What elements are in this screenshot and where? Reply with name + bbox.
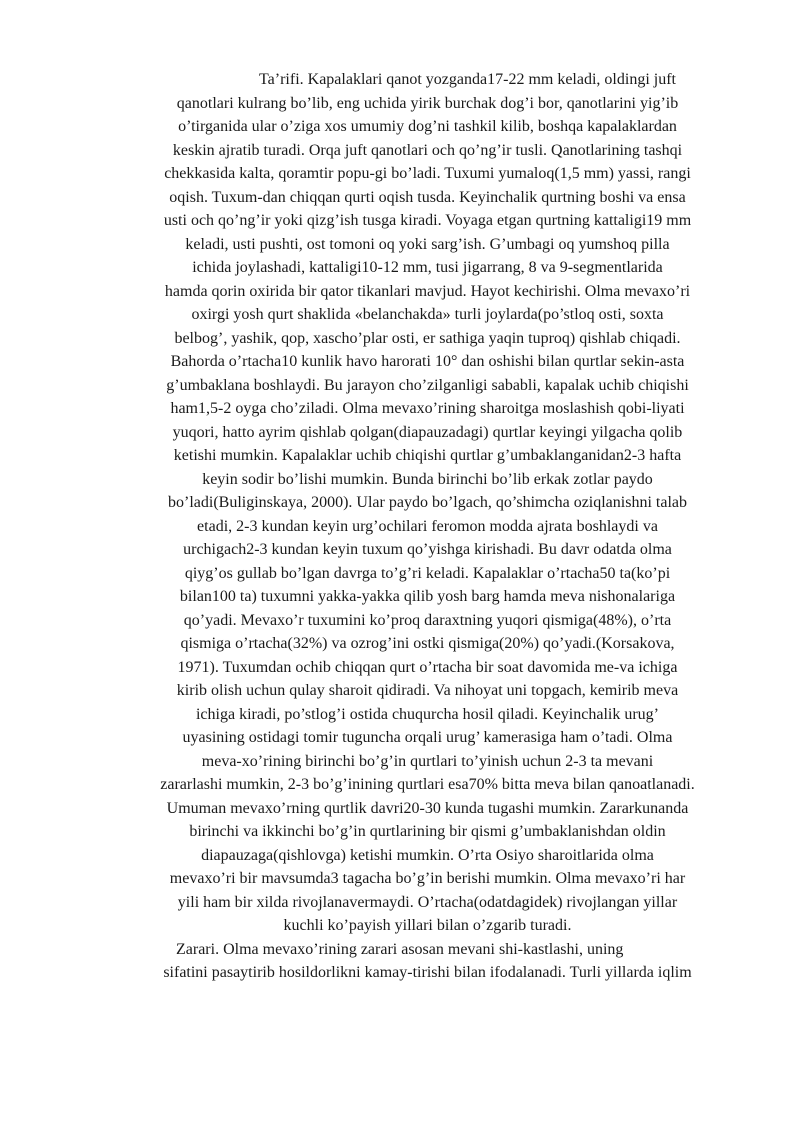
text-line: 1971). Tuxumdan ochib chiqqan qurt o’rtacha bir soat davomida me-va ichiga — [177, 658, 678, 676]
text-line: ichida joylashadi, kattaligi10-12 mm, tusi jigarrang, 8 va 9-segmentlarida — [192, 259, 663, 276]
text-line: keladi, usti pushti, ost tomoni oq yoki sarg’ish. G’umbagi oq yumshoq pilla — [185, 235, 670, 253]
text-line: belbog’, yashik, qop, xascho’plar osti, er sathiga yaqin tuproq) qishlab chiqadi. — [174, 329, 681, 347]
text-line: zararlashi mumkin, 2-3 bo’g’inining qurtlari esa70% bitta meva bilan qanoatlanadi. — [160, 776, 695, 793]
text-line: keskin ajratib turadi. Orqa juft qanotlari och qo’ng’ir tusli. Qanotlarining tashqi — [172, 141, 683, 159]
text-line: Bahorda o’rtacha10 kunlik havo harorati 10° dan oshishi bilan qurtlar sekin-asta — [170, 353, 685, 370]
text-line: ham1,5-2 oyga cho’ziladi. Olma mevaxo’rining sharoitga moslashish qobi-liyati — [170, 400, 685, 417]
text-line: bo’ladi(Buliginskaya, 2000). Ular paydo bo’lgach, qo’shimcha oziqlanishni talab — [168, 494, 687, 511]
text-line: kuchli ko’payish yillari bilan o’zgarib turadi. — [283, 917, 572, 934]
text-line: mevaxo’ri bir mavsumda3 tagacha bo’g’in berishi mumkin. Olma mevaxo’ri har — [169, 870, 686, 887]
text-line: birinchi va ikkinchi bo’g’in qurtlarining bir qismi g’umbaklanishdan oldin — [189, 823, 666, 840]
text-line: usti och qo’ng’ir yoki qizg’ish tusga kiradi. Voyaga etgan qurtning kattaligi19 mm — [163, 212, 692, 229]
text-line: g’umbaklana boshlaydi. Bu jarayon cho’zilganligi sababli, kapalak uchib chiqishi — [166, 376, 689, 394]
text-line: keyin sodir bo’lishi mumkin. Bunda birinchi bo’lib erkak zotlar paydo — [202, 470, 653, 488]
text-line: urchigach2-3 kundan keyin tuxum qo’yishga kirishadi. Bu davr odatda olma — [183, 541, 672, 558]
text-line: Umuman mevaxo’rning qurtlik davri20-30 kunda tugashi mumkin. Zararkunanda — [166, 799, 689, 817]
text-line: meva-xo’rining birinchi bo’g’in qurtlari to’yinish uchun 2-3 ta mevani — [201, 752, 654, 770]
text-line: Zarari. Olma mevaxo’rining zarari asosan mevani shi-kastlashi, uning — [176, 940, 624, 958]
text-line: etadi, 2-3 kundan keyin urg’ochilari feromon modda ajrata boshlaydi va — [197, 517, 658, 535]
text-line: oxirgi yosh qurt shaklida «belanchakda» turli joylarda(po’stloq osti, soxta — [191, 306, 664, 323]
text-line: yili ham bir xilda rivojlanavermaydi. O’rtacha(odatdagidek) rivojlangan yillar — [177, 893, 678, 911]
body-text — [110, 68, 745, 985]
text-line: qanotlari kulrang bo’lib, eng uchida yirik burchak dog’i bor, qanotlarini yig’ib — [176, 94, 679, 112]
text-line: qismiga o’rtacha(32%) va ozrog’ini ostki qismiga(20%) qo’yadi.(Korsakova, — [180, 635, 675, 652]
text-line: hamda qorin oxirida bir qator tikanlari mavjud. Hayot kechirishi. Olma mevaxo’ri — [164, 282, 691, 300]
text-line: ichiga kiradi, po’stlog’i ostida chuqurcha hosil qiladi. Keyinchalik urug’ — [195, 705, 659, 723]
text-line: sifatini pasaytirib hosildorlikni kamay-tirishi bilan ifodalanadi. Turli yillarda iqlim — [163, 964, 692, 981]
text-line: qo’yadi. Mevaxo’r tuxumini ko’proq daraxtning yuqori qismiga(48%), o’rta — [183, 611, 672, 629]
text-line: chekkasida kalta, qoramtir popu-gi bo’ladi. Tuxumi yumaloq(1,5 mm) yassi, rangi — [164, 165, 691, 182]
text-line: Ta’rifi. Kapalaklari qanot yozganda17-22 mm keladi, oldingi juft — [259, 71, 676, 88]
text-line: uyasining ostidagi tomir tuguncha orqali urug’ kamerasiga ham o’tadi. Olma — [182, 729, 673, 746]
text-line: ketishi mumkin. Kapalaklar uchib chiqishi qurtlar g’umbaklanganidan2-3 hafta — [173, 447, 682, 464]
text-line: yuqori, hatto ayrim qishlab qolgan(diapauzadagi) qurtlar keyingi yilgacha qolib — [172, 423, 683, 441]
text-line: diapauzaga(qishlovga) ketishi mumkin. O’rta Osiyo sharoitlarida olma — [201, 846, 654, 864]
text-line: bilan100 ta) tuxumni yakka-yakka qilib yosh barg hamda meva nishonalariga — [179, 588, 676, 605]
text-line: kirib olish uchun qulay sharoit qidiradi. Va nihoyat uni topgach, kemirib meva — [176, 682, 679, 699]
text-line: oqish. Tuxum-dan chiqqan qurti oqish tusda. Keyinchalik qurtning boshi va ensa — [169, 188, 686, 206]
text-line: o’tirganida ular o’ziga xos umumiy dog’ni tashkil kilib, boshqa kapalaklardan — [178, 118, 677, 135]
text-line: qiyg’os gullab bo’lgan davrga to’g’ri keladi. Kapalaklar o’rtacha50 ta(ko’pi — [184, 564, 671, 582]
